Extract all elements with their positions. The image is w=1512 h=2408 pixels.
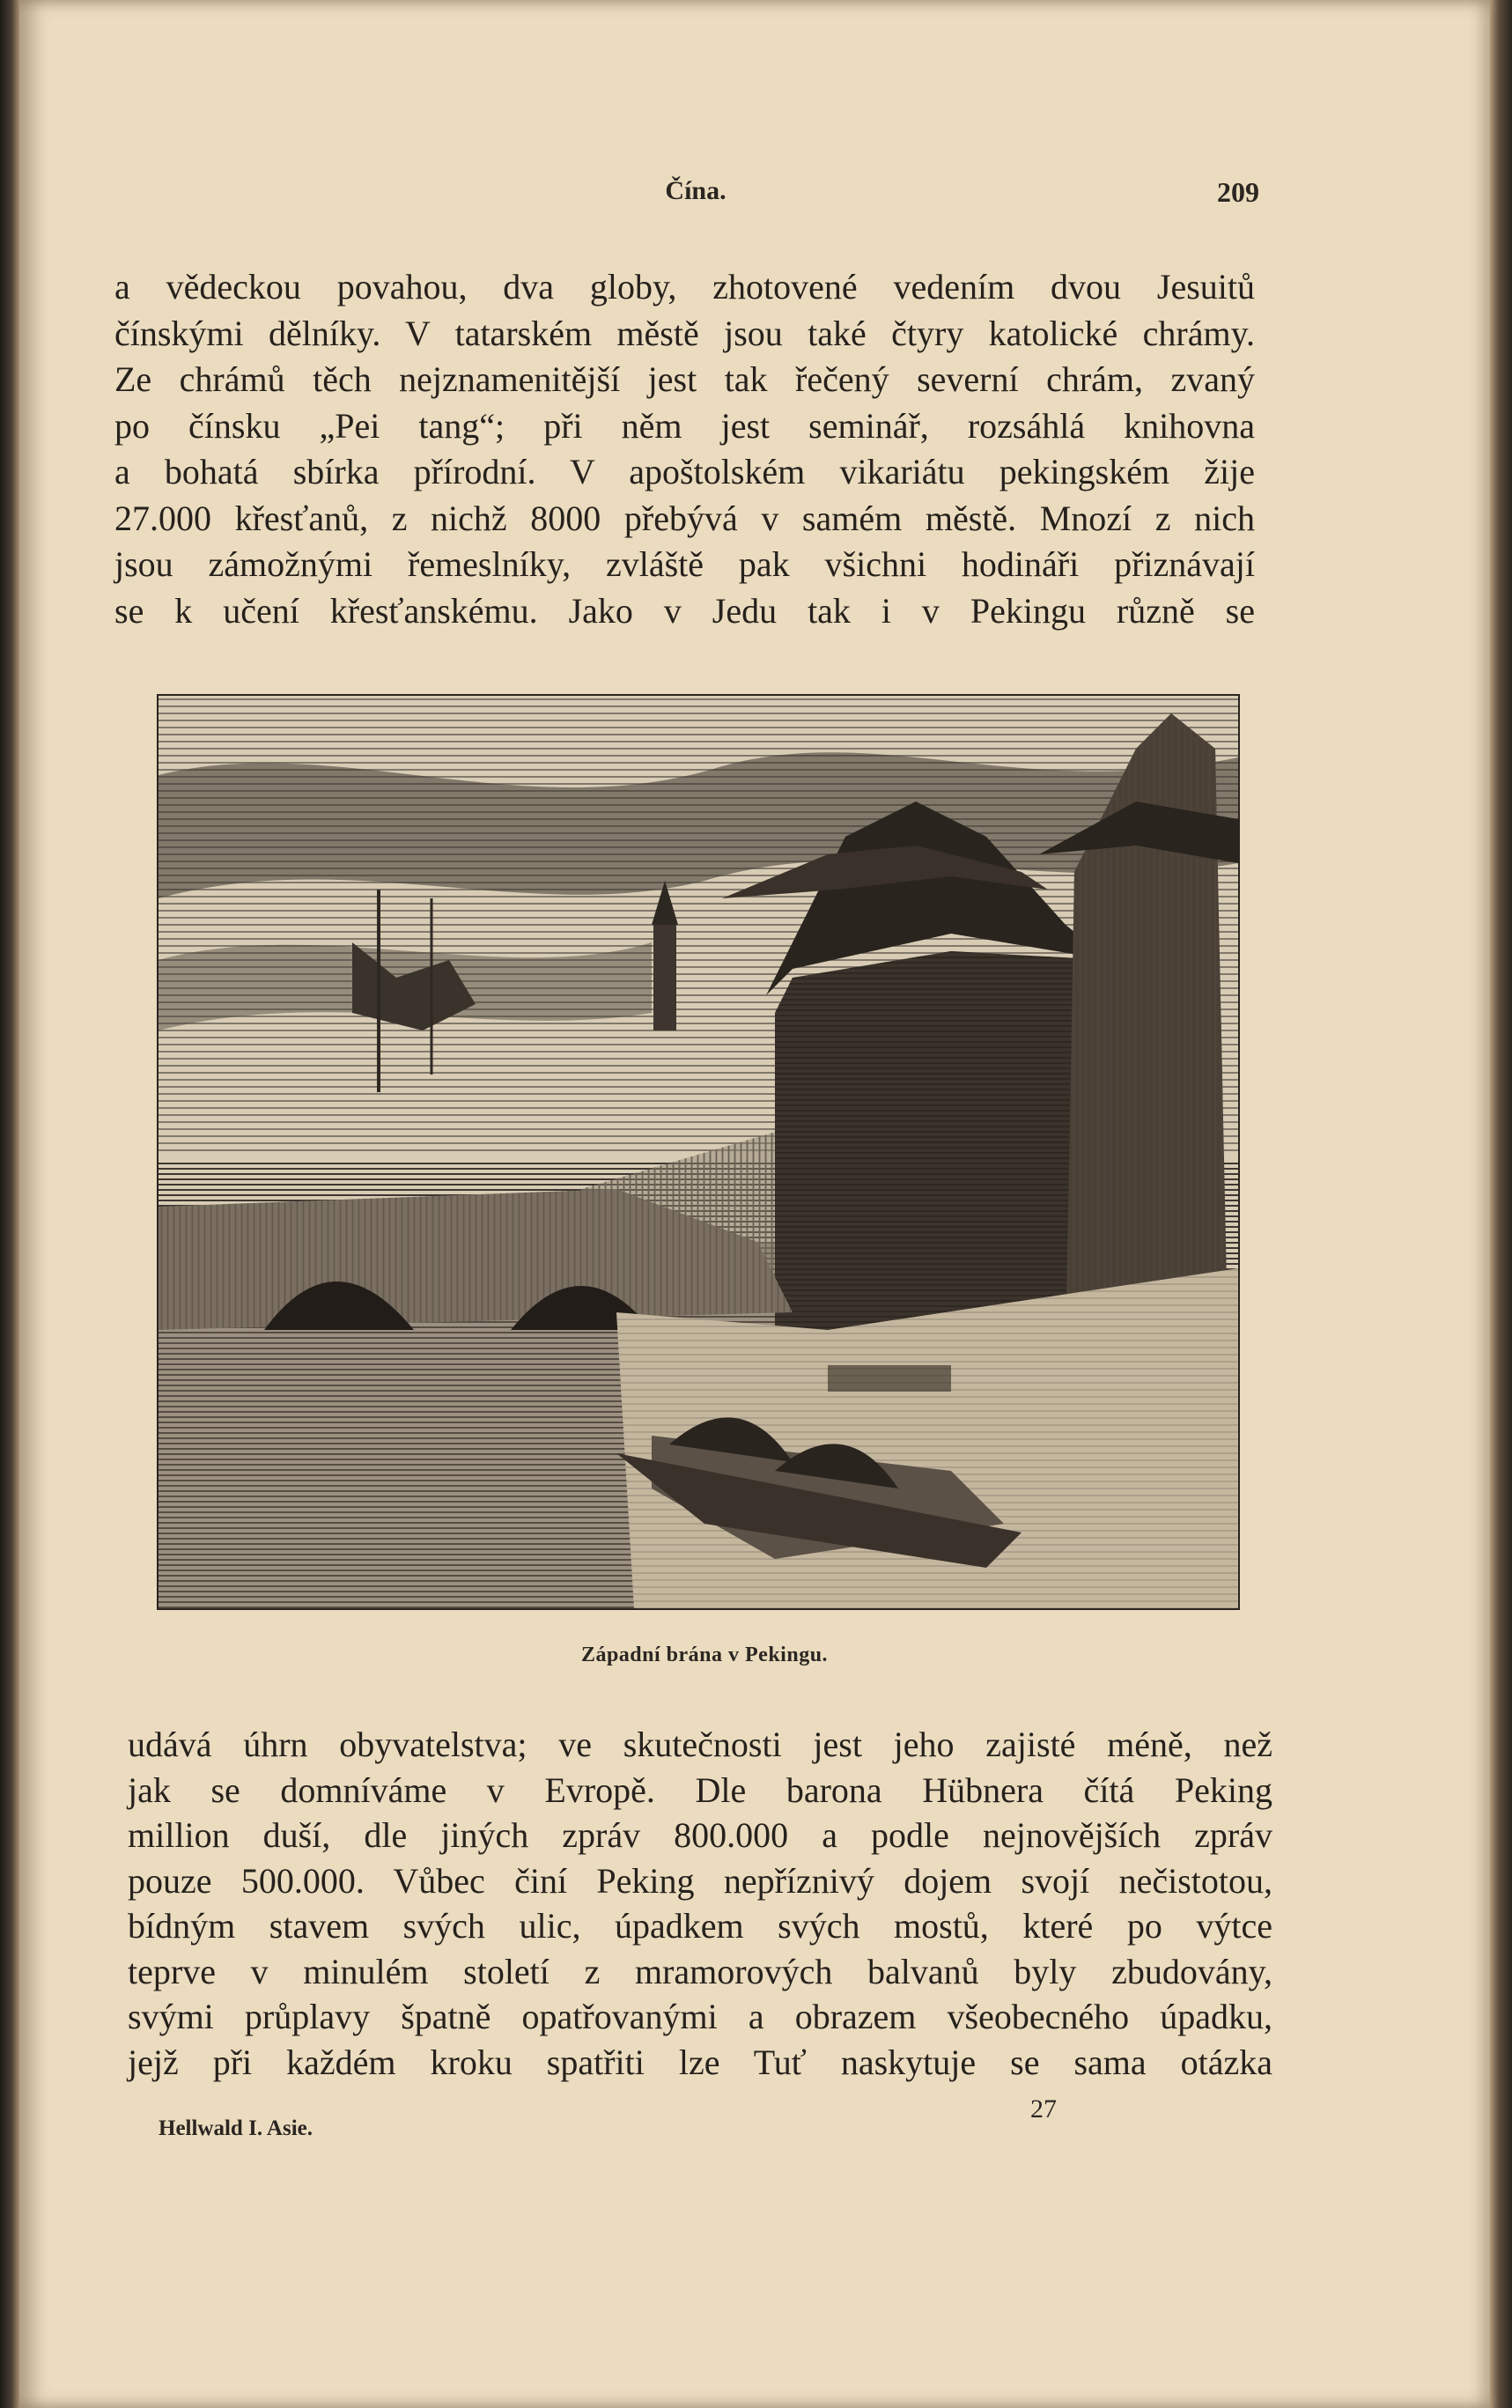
text-line: million duší, dle jiných zpráv 800.000 a podle nejnovějších zpráv: [128, 1815, 1272, 1855]
text-line: čínskými dělníky. V tatarském městě jsou také čtyry katolické chrámy.: [114, 313, 1255, 353]
text-line: jak se domníváme v Evropě. Dle barona Hübnera čítá Peking: [128, 1769, 1272, 1810]
text-line: se k učení křesťanskému. Jako v Jedu tak i v Pekingu různě se: [114, 590, 1255, 631]
text-line: Ze chrámů těch nejznamenitější jest tak řečený severní chrám, zvaný: [114, 359, 1255, 399]
footer-book-title: Hellwald I. Asie.: [159, 2116, 313, 2140]
text-block-bottom: [128, 1722, 1272, 2085]
text-line: udává úhrn obyvatelstva; ve skutečnosti jest jeho zajisté méně, než: [128, 1725, 1272, 1764]
printer-signature-mark: 27: [1030, 2094, 1057, 2124]
text-line: po čínsku „Pei tang“; při něm jest seminář, rozsáhlá knihovna: [114, 405, 1255, 446]
figure-caption: Západní brána v Pekingu.: [580, 1643, 829, 1666]
page-edge: [1490, 0, 1512, 2408]
text-line: svými průplavy špatně opatřovanými a obrazem všeobecného úpadku,: [128, 1997, 1272, 2036]
text-block-top: [114, 264, 1255, 634]
page-number: 209: [1217, 176, 1259, 208]
text-line: a vědeckou povahou, dva globy, zhotovené vedením dvou Jesuitů: [114, 267, 1255, 307]
book-spine-shadow: [0, 0, 19, 2408]
text-line: 27.000 křesťanů, z nichž 8000 přebývá v samém městě. Mnozí z nich: [114, 498, 1255, 538]
text-line: bídným stavem svých ulic, úpadkem svých mostů, které po výtce: [128, 1906, 1272, 1946]
engraving-west-gate-peking: [157, 694, 1240, 1610]
text-line: teprve v minulém století z mramorových balvanů byly zbudovány,: [128, 1951, 1272, 1991]
text-line: pouze 500.000. Vůbec činí Peking nepříznivý dojem svojí nečistotou,: [128, 1860, 1272, 1901]
text-line: jsou zámožnými řemeslníky, zvláště pak všichni hodináři přiznávají: [114, 544, 1255, 584]
text-line: jejž při každém kroku spatřiti lze Tuť naskytuje se sama otázka: [128, 2042, 1272, 2082]
running-head-title: Čína.: [665, 176, 726, 205]
text-line: a bohatá sbírka přírodní. V apoštolském vikariátu pekingském žije: [114, 452, 1255, 491]
